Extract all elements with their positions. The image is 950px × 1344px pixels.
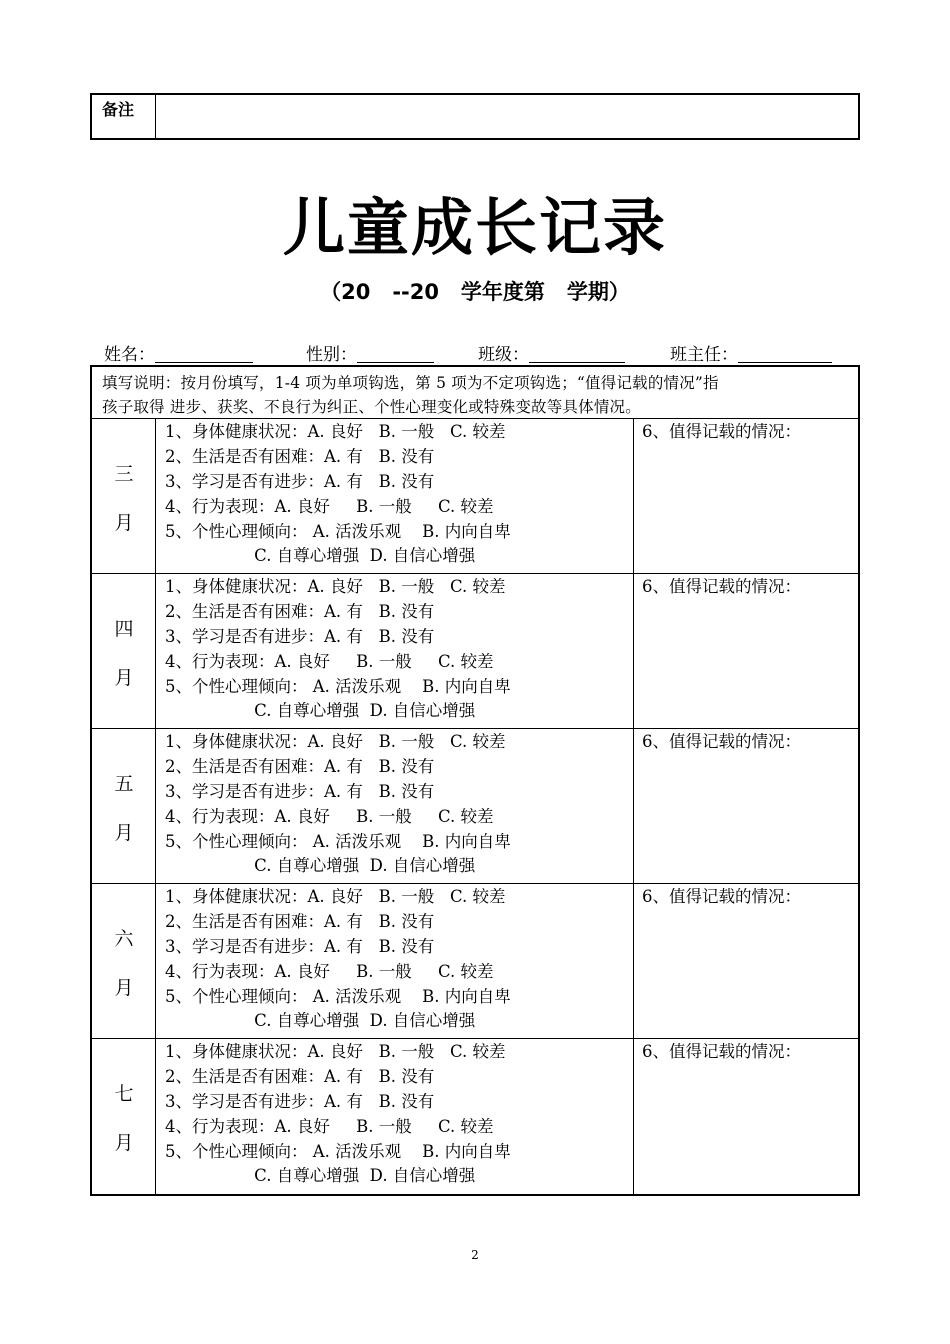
- name-field[interactable]: [155, 344, 253, 363]
- remark-table: [90, 93, 860, 140]
- month-cell: [92, 729, 156, 883]
- month-char: 三: [114, 463, 134, 485]
- checklist-cell[interactable]: [156, 574, 634, 728]
- checklist-item[interactable]: 3、学习是否有进步：A. 有 B. 没有: [165, 626, 435, 646]
- notes-cell[interactable]: [634, 574, 858, 729]
- month-cell: [92, 1039, 156, 1194]
- checklist-item[interactable]: 3、学习是否有进步：A. 有 B. 没有: [165, 1091, 435, 1111]
- month-char: 月: [114, 667, 134, 689]
- month-char: 六: [114, 928, 134, 950]
- checklist-item[interactable]: 3、学习是否有进步：A. 有 B. 没有: [165, 471, 435, 491]
- page-subtitle: （20 --20 学年度第 学期）: [320, 280, 630, 304]
- month-char: 七: [114, 1083, 134, 1105]
- checklist-item[interactable]: 1、身体健康状况：A. 良好 B. 一般 C. 较差: [165, 422, 506, 441]
- teacher-label: 班主任：: [670, 345, 738, 365]
- checklist-item[interactable]: C. 自尊心增强 D. 自信心增强: [165, 701, 476, 721]
- month-cell: [92, 419, 156, 573]
- checklist-item[interactable]: 2、生活是否有困难：A. 有 B. 没有: [165, 756, 435, 776]
- page-title: 儿童成长记录: [282, 191, 667, 264]
- month-row: [92, 574, 858, 729]
- checklist-item[interactable]: C. 自尊心增强 D. 自信心增强: [165, 1011, 476, 1031]
- notes-label: 6、值得记载的情况：: [642, 1042, 801, 1061]
- checklist-item[interactable]: 1、身体健康状况：A. 良好 B. 一般 C. 较差: [165, 887, 506, 906]
- page-number: 2: [471, 1248, 479, 1262]
- checklist-item[interactable]: 1、身体健康状况：A. 良好 B. 一般 C. 较差: [165, 577, 506, 596]
- checklist-item[interactable]: C. 自尊心增强 D. 自信心增强: [165, 856, 476, 876]
- instructions-line: 填写说明：按月份填写，1-4 项为单项钩选，第 5 项为不定项钩选；“值得记载的情况”指: [102, 374, 719, 392]
- checklist-item[interactable]: 5、个性心理倾向： A. 活泼乐观 B. 内向自卑: [165, 986, 511, 1006]
- notes-label: 6、值得记载的情况：: [642, 887, 801, 906]
- checklist-item[interactable]: 2、生活是否有困难：A. 有 B. 没有: [165, 601, 435, 621]
- notes-label: 6、值得记载的情况：: [642, 422, 801, 441]
- remark-label: 备注: [92, 95, 156, 138]
- month-char: 月: [114, 977, 134, 999]
- checklist-item[interactable]: 5、个性心理倾向： A. 活泼乐观 B. 内向自卑: [165, 831, 511, 851]
- checklist-item[interactable]: 4、行为表现：A. 良好 B. 一般 C. 较差: [165, 961, 494, 981]
- checklist-item[interactable]: 5、个性心理倾向： A. 活泼乐观 B. 内向自卑: [165, 1141, 511, 1161]
- notes-cell[interactable]: [634, 729, 858, 884]
- teacher-field[interactable]: [738, 344, 832, 363]
- remark-field[interactable]: [156, 95, 858, 138]
- checklist-item[interactable]: 5、个性心理倾向： A. 活泼乐观 B. 内向自卑: [165, 521, 511, 541]
- student-info: [104, 340, 854, 366]
- checklist-item[interactable]: 4、行为表现：A. 良好 B. 一般 C. 较差: [165, 806, 494, 826]
- checklist-cell[interactable]: [156, 1039, 634, 1194]
- month-char: 月: [114, 1132, 134, 1154]
- notes-label: 6、值得记载的情况：: [642, 577, 801, 596]
- checklist-item[interactable]: 2、生活是否有困难：A. 有 B. 没有: [165, 446, 435, 466]
- checklist-item[interactable]: 4、行为表现：A. 良好 B. 一般 C. 较差: [165, 1116, 494, 1136]
- checklist-item[interactable]: 1、身体健康状况：A. 良好 B. 一般 C. 较差: [165, 1042, 506, 1061]
- checklist-item[interactable]: 4、行为表现：A. 良好 B. 一般 C. 较差: [165, 651, 494, 671]
- checklist-cell[interactable]: [156, 884, 634, 1038]
- name-label: 姓名：: [104, 345, 155, 365]
- checklist-item[interactable]: C. 自尊心增强 D. 自信心增强: [165, 1166, 476, 1186]
- notes-cell[interactable]: [634, 1039, 858, 1195]
- month-cell: [92, 884, 156, 1038]
- checklist-item[interactable]: 2、生活是否有困难：A. 有 B. 没有: [165, 1066, 435, 1086]
- checklist-item[interactable]: 5、个性心理倾向： A. 活泼乐观 B. 内向自卑: [165, 676, 511, 696]
- checklist-item[interactable]: 3、学习是否有进步：A. 有 B. 没有: [165, 781, 435, 801]
- month-row: [92, 419, 858, 574]
- record-table: [90, 365, 860, 1196]
- month-row: [92, 729, 858, 884]
- notes-label: 6、值得记载的情况：: [642, 732, 801, 751]
- notes-cell[interactable]: [634, 419, 858, 574]
- month-char: 月: [114, 512, 134, 534]
- notes-cell[interactable]: [634, 884, 858, 1039]
- month-row: [92, 884, 858, 1039]
- checklist-item[interactable]: 2、生活是否有困难：A. 有 B. 没有: [165, 911, 435, 931]
- instructions-line: 孩子取得 进步、获奖、不良行为纠正、个性心理变化或特殊变故等具体情况。: [102, 398, 641, 416]
- instructions: [92, 367, 858, 419]
- checklist-cell[interactable]: [156, 419, 634, 573]
- month-row: [92, 1039, 858, 1194]
- checklist-item[interactable]: 3、学习是否有进步：A. 有 B. 没有: [165, 936, 435, 956]
- gender-field[interactable]: [357, 344, 434, 363]
- class-field[interactable]: [529, 344, 625, 363]
- month-char: 五: [114, 773, 134, 795]
- checklist-item[interactable]: C. 自尊心增强 D. 自信心增强: [165, 546, 476, 566]
- month-cell: [92, 574, 156, 728]
- checklist-item[interactable]: 1、身体健康状况：A. 良好 B. 一般 C. 较差: [165, 732, 506, 751]
- gender-label: 性别：: [306, 345, 357, 365]
- month-char: 四: [114, 618, 134, 640]
- checklist-cell[interactable]: [156, 729, 634, 883]
- class-label: 班级：: [478, 345, 529, 365]
- months-section: [92, 419, 858, 1194]
- checklist-item[interactable]: 4、行为表现：A. 良好 B. 一般 C. 较差: [165, 496, 494, 516]
- month-char: 月: [114, 822, 134, 844]
